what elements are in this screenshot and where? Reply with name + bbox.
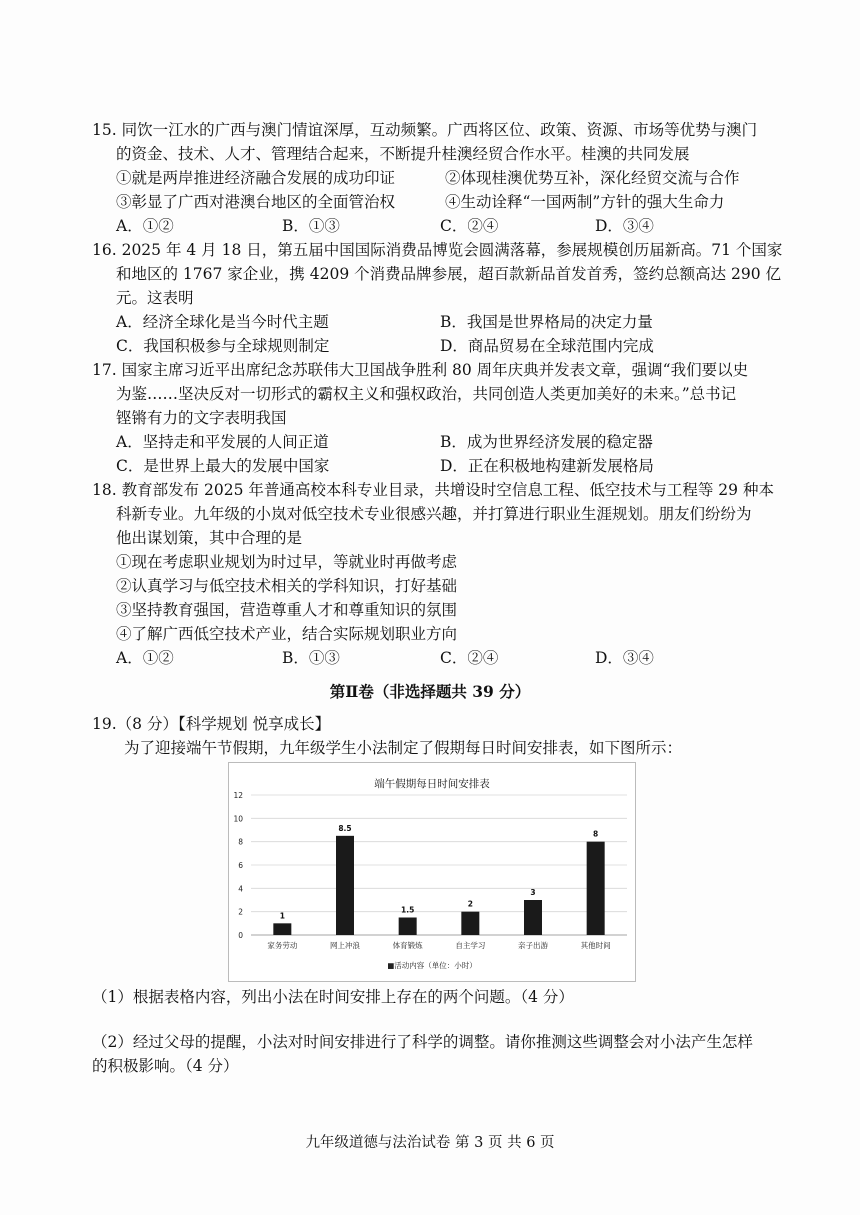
- section-2-heading: 第Ⅱ卷（非选择题共 39 分）: [329, 682, 531, 701]
- q15-options: [0, 214, 860, 238]
- q17-stem-line3: 铿锵有力的文字表明我国: [116, 409, 287, 427]
- q15-statement-2: ②体现桂澳优势互补，深化经贸交流与合作: [445, 169, 740, 187]
- chart-legend: ■活动内容（单位：小时）: [387, 961, 477, 970]
- bar-value-label: 3: [530, 888, 536, 897]
- x-tick-label: 亲子出游: [518, 941, 548, 950]
- bar: [524, 900, 542, 935]
- q17-stem-line2: 为鉴……坚决反对一切形式的霸权主义和强权政治，共同创造人类更加美好的未来。”总书记: [116, 385, 737, 403]
- q18-stem-line1: 18. 教育部发布 2025 年普通高校本科专业目录，共增设时空信息工程、低空技术与工程等 29 种本: [92, 481, 774, 499]
- chart-title: 端午假期每日时间安排表: [374, 778, 490, 790]
- bar-value-label: 1.5: [401, 905, 415, 915]
- q19-header: 19.（8 分）【科学规划 悦享成长】: [92, 715, 331, 733]
- q16-option-a: A．经济全球化是当今时代主题: [116, 313, 329, 331]
- y-tick-label: 12: [233, 791, 243, 800]
- q15-option-b: B．①③: [282, 217, 340, 235]
- q18-option-a: A．①②: [116, 649, 174, 667]
- q17-options-row2: [0, 454, 860, 478]
- bar: [461, 912, 479, 935]
- x-tick-label: 家务劳动: [267, 941, 298, 950]
- x-tick-label: 网上冲浪: [330, 941, 360, 950]
- q15-option-d: D．③④: [595, 217, 654, 235]
- q19-sub-question-1: （1）根据表格内容，列出小法在时间安排上存在的两个问题。（4 分）: [92, 988, 574, 1006]
- y-tick-label: 0: [238, 931, 243, 940]
- page-footer: 九年级道德与法治试卷 第 3 页 共 6 页: [305, 1135, 555, 1151]
- q17-option-b: B．成为世界经济发展的稳定器: [440, 433, 653, 451]
- y-tick-label: 6: [238, 861, 243, 870]
- q16-options-row1: [0, 310, 860, 334]
- y-tick-label: 8: [238, 837, 243, 847]
- bar-value-label: 8: [593, 829, 599, 839]
- q18-statement-3: ③坚持教育强国，营造尊重人才和尊重知识的氛围: [116, 601, 458, 619]
- q18-statement-2: ②认真学习与低空技术相关的学科知识，打好基础: [116, 577, 458, 595]
- bar-value-label: 1: [279, 911, 285, 921]
- q17-option-d: D．正在积极地构建新发展格局: [440, 457, 654, 475]
- q17-option-a: A．坚持走和平发展的人间正道: [116, 433, 329, 451]
- q16-options-row2: [0, 334, 860, 358]
- q18-options: [0, 646, 860, 670]
- q15-statement-3: ③彰显了广西对港澳台地区的全面管治权: [116, 193, 396, 211]
- q18-stem-line3: 他出谋划策，其中合理的是: [116, 529, 303, 547]
- chart-bars: [273, 836, 604, 935]
- q16-option-c: C．我国积极参与全球规则制定: [116, 337, 330, 355]
- y-tick-label: 4: [238, 884, 243, 894]
- chart-value-labels: [280, 824, 599, 921]
- q17-options-row1: [0, 430, 860, 454]
- q16-option-d: D．商品贸易在全球范围内完成: [440, 337, 654, 355]
- bar-value-label: 2: [467, 899, 473, 909]
- q18-stem-line2: 科新专业。九年级的小岚对低空技术专业很感兴趣，并打算进行职业生涯规划。朋友们纷纷为: [116, 505, 752, 523]
- q15-option-c: C．②④: [440, 217, 499, 235]
- q15-option-a: A．①②: [116, 217, 174, 235]
- q15-statements-row1: [0, 166, 860, 190]
- chart-gridlines: [251, 795, 627, 935]
- q15-stem-line2: 的资金、技术、人才、管理结合起来，不断提升桂澳经贸合作水平。桂澳的共同发展: [116, 145, 690, 163]
- y-tick-label: 10: [233, 814, 243, 824]
- q18-option-c: C．②④: [440, 649, 499, 667]
- q15-statement-1: ①就是两岸推进经济融合发展的成功印证: [116, 169, 396, 187]
- x-tick-label: 体育锻炼: [392, 941, 423, 950]
- q16-stem-line1: 16. 2025 年 4 月 18 日，第五届中国国际消费品博览会圆满落幕，参展规模创历届新高。71 个国家: [92, 241, 783, 259]
- x-tick-label: 自主学习: [455, 941, 486, 950]
- q18-statement-4: ④了解广西低空技术产业，结合实际规划职业方向: [116, 625, 458, 643]
- bar: [587, 842, 605, 935]
- q17-stem-line1: 17. 国家主席习近平出席纪念苏联伟大卫国战争胜利 80 周年庆典并发表文章，强调“我们要以史: [92, 361, 749, 379]
- q18-option-b: B．①③: [282, 649, 340, 667]
- q17-option-c: C．是世界上最大的发展中国家: [116, 457, 330, 475]
- bar: [273, 923, 291, 935]
- q16-stem-line3: 元。这表明: [116, 289, 194, 307]
- q19-intro: 为了迎接端午节假期，九年级学生小法制定了假期每日时间安排表，如下图所示：: [124, 739, 683, 757]
- q18-option-d: D．③④: [595, 649, 654, 667]
- time-schedule-bar-chart: [228, 762, 636, 982]
- q18-statement-1: ①现在考虑职业规划为时过早，等就业时再做考虑: [116, 553, 458, 571]
- q15-stem-line1: 15. 同饮一江水的广西与澳门情谊深厚，互动频繁。广西将区位、政策、资源、市场等优势与澳门: [92, 121, 758, 139]
- chart-y-axis: [233, 791, 243, 940]
- q16-option-b: B．我国是世界格局的决定力量: [440, 313, 653, 331]
- y-tick-label: 2: [238, 907, 243, 917]
- chart-x-axis: [267, 940, 610, 950]
- bar-value-label: 8.5: [338, 823, 352, 833]
- q16-stem-line2: 和地区的 1767 家企业，携 4209 个消费品牌参展，超百款新品首发首秀，签约总额高达 290 亿: [116, 265, 782, 283]
- x-tick-label: 其他时间: [580, 941, 611, 950]
- bar: [336, 836, 354, 935]
- bar: [399, 918, 417, 936]
- q19-sub-question-2-line1: （2）经过父母的提醒，小法对时间安排进行了科学的调整。请你推测这些调整会对小法产生怎样: [92, 1033, 753, 1051]
- q19-sub-question-2-line2: 的积极影响。（4 分）: [92, 1057, 239, 1075]
- q15-statements-row2: [0, 190, 860, 214]
- q15-statement-4: ④生动诠释“一国两制”方针的强大生命力: [445, 193, 725, 211]
